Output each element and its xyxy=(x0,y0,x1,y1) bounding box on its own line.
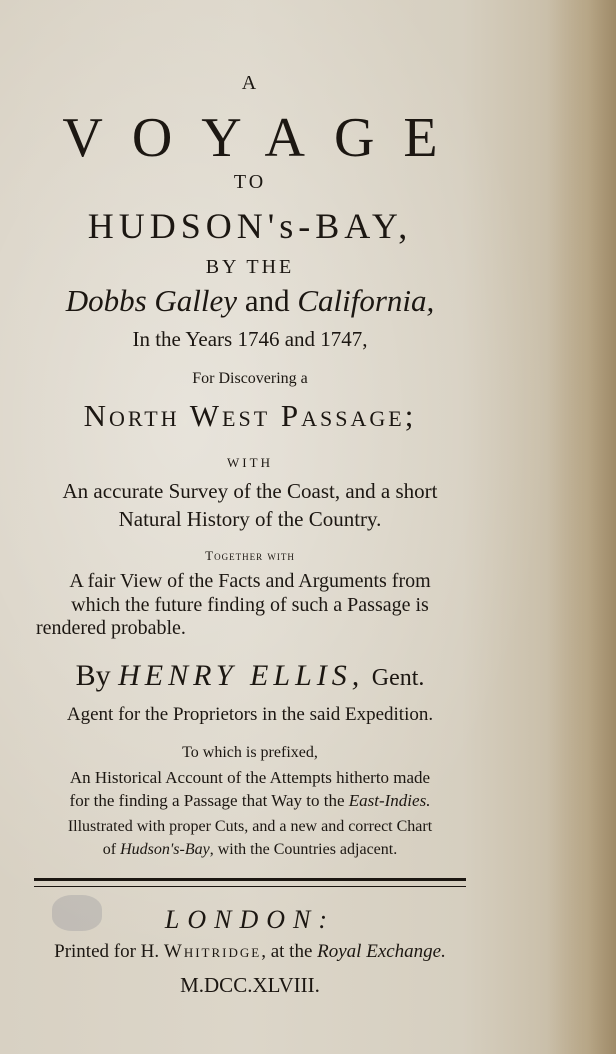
imprint-date: M.DCC.XLVIII. xyxy=(180,973,320,997)
fair-view-line-3: rendered probable. xyxy=(36,617,186,639)
illustrated-adjacent: , with the Countries adjacent. xyxy=(209,841,398,858)
title-years: In the Years 1746 and 1747, xyxy=(132,327,368,351)
illustrated-line-1: Illustrated with proper Cuts, and a new and correct Chart xyxy=(67,818,433,835)
double-rule-thick xyxy=(34,878,466,881)
ships-conjunction: and xyxy=(237,283,298,318)
imprint-london: LONDON: xyxy=(164,905,336,934)
survey-line-2: Natural History of the Country. xyxy=(118,507,382,531)
double-rule-thin xyxy=(34,886,466,887)
title-voyage: VOYAGE xyxy=(62,107,467,169)
survey-line-1: An accurate Survey of the Coast, and a short xyxy=(62,479,438,503)
title-for-discovering: For Discovering a xyxy=(192,370,308,387)
page-edge-shading xyxy=(546,0,616,1054)
prefixed-line: To which is prefixed, xyxy=(182,744,318,761)
author-name: HENRY ELLIS, xyxy=(118,659,365,692)
illustrated-of: of xyxy=(102,841,121,858)
author-by: By xyxy=(75,659,111,692)
title-ships xyxy=(0,283,500,319)
author-title: Gent. xyxy=(371,665,425,691)
title-to: TO xyxy=(233,171,267,193)
fair-view-line-2: which the future finding of such a Passage is xyxy=(71,594,429,616)
title-north-west-passage: North West Passage; xyxy=(83,398,417,433)
historical-line-2-text: for the finding a Passage that Way to the xyxy=(69,791,349,810)
fair-view-line-1: A fair View of the Facts and Arguments from xyxy=(69,570,431,592)
title-together-with: Together with xyxy=(205,548,295,563)
title-article: A xyxy=(241,72,259,94)
historical-line-1: An Historical Account of the Attempts hitherto made xyxy=(69,768,431,787)
east-indies: East-Indies. xyxy=(348,791,431,810)
printer-name: Whitridge xyxy=(163,941,262,962)
historical-line-2 xyxy=(0,791,500,811)
ship-name-california: California, xyxy=(297,283,435,318)
royal-exchange: Royal Exchange. xyxy=(317,941,446,962)
imprint-printed-for xyxy=(0,941,500,963)
title-hudsons-bay: HUDSON's-BAY, xyxy=(87,206,413,246)
hudsons-bay-italic: Hudson's-Bay xyxy=(120,841,210,858)
ship-name-dobbs-galley: Dobbs Galley xyxy=(65,283,238,318)
title-by-the: BY THE xyxy=(205,256,295,278)
printed-at: , at the xyxy=(261,941,318,962)
illustrated-line-2 xyxy=(0,841,500,859)
title-with: WITH xyxy=(227,455,273,470)
author-line xyxy=(0,659,500,693)
agent-line: Agent for the Proprietors in the said Expedition. xyxy=(66,704,434,725)
printed-for: Printed for H. xyxy=(54,941,164,962)
